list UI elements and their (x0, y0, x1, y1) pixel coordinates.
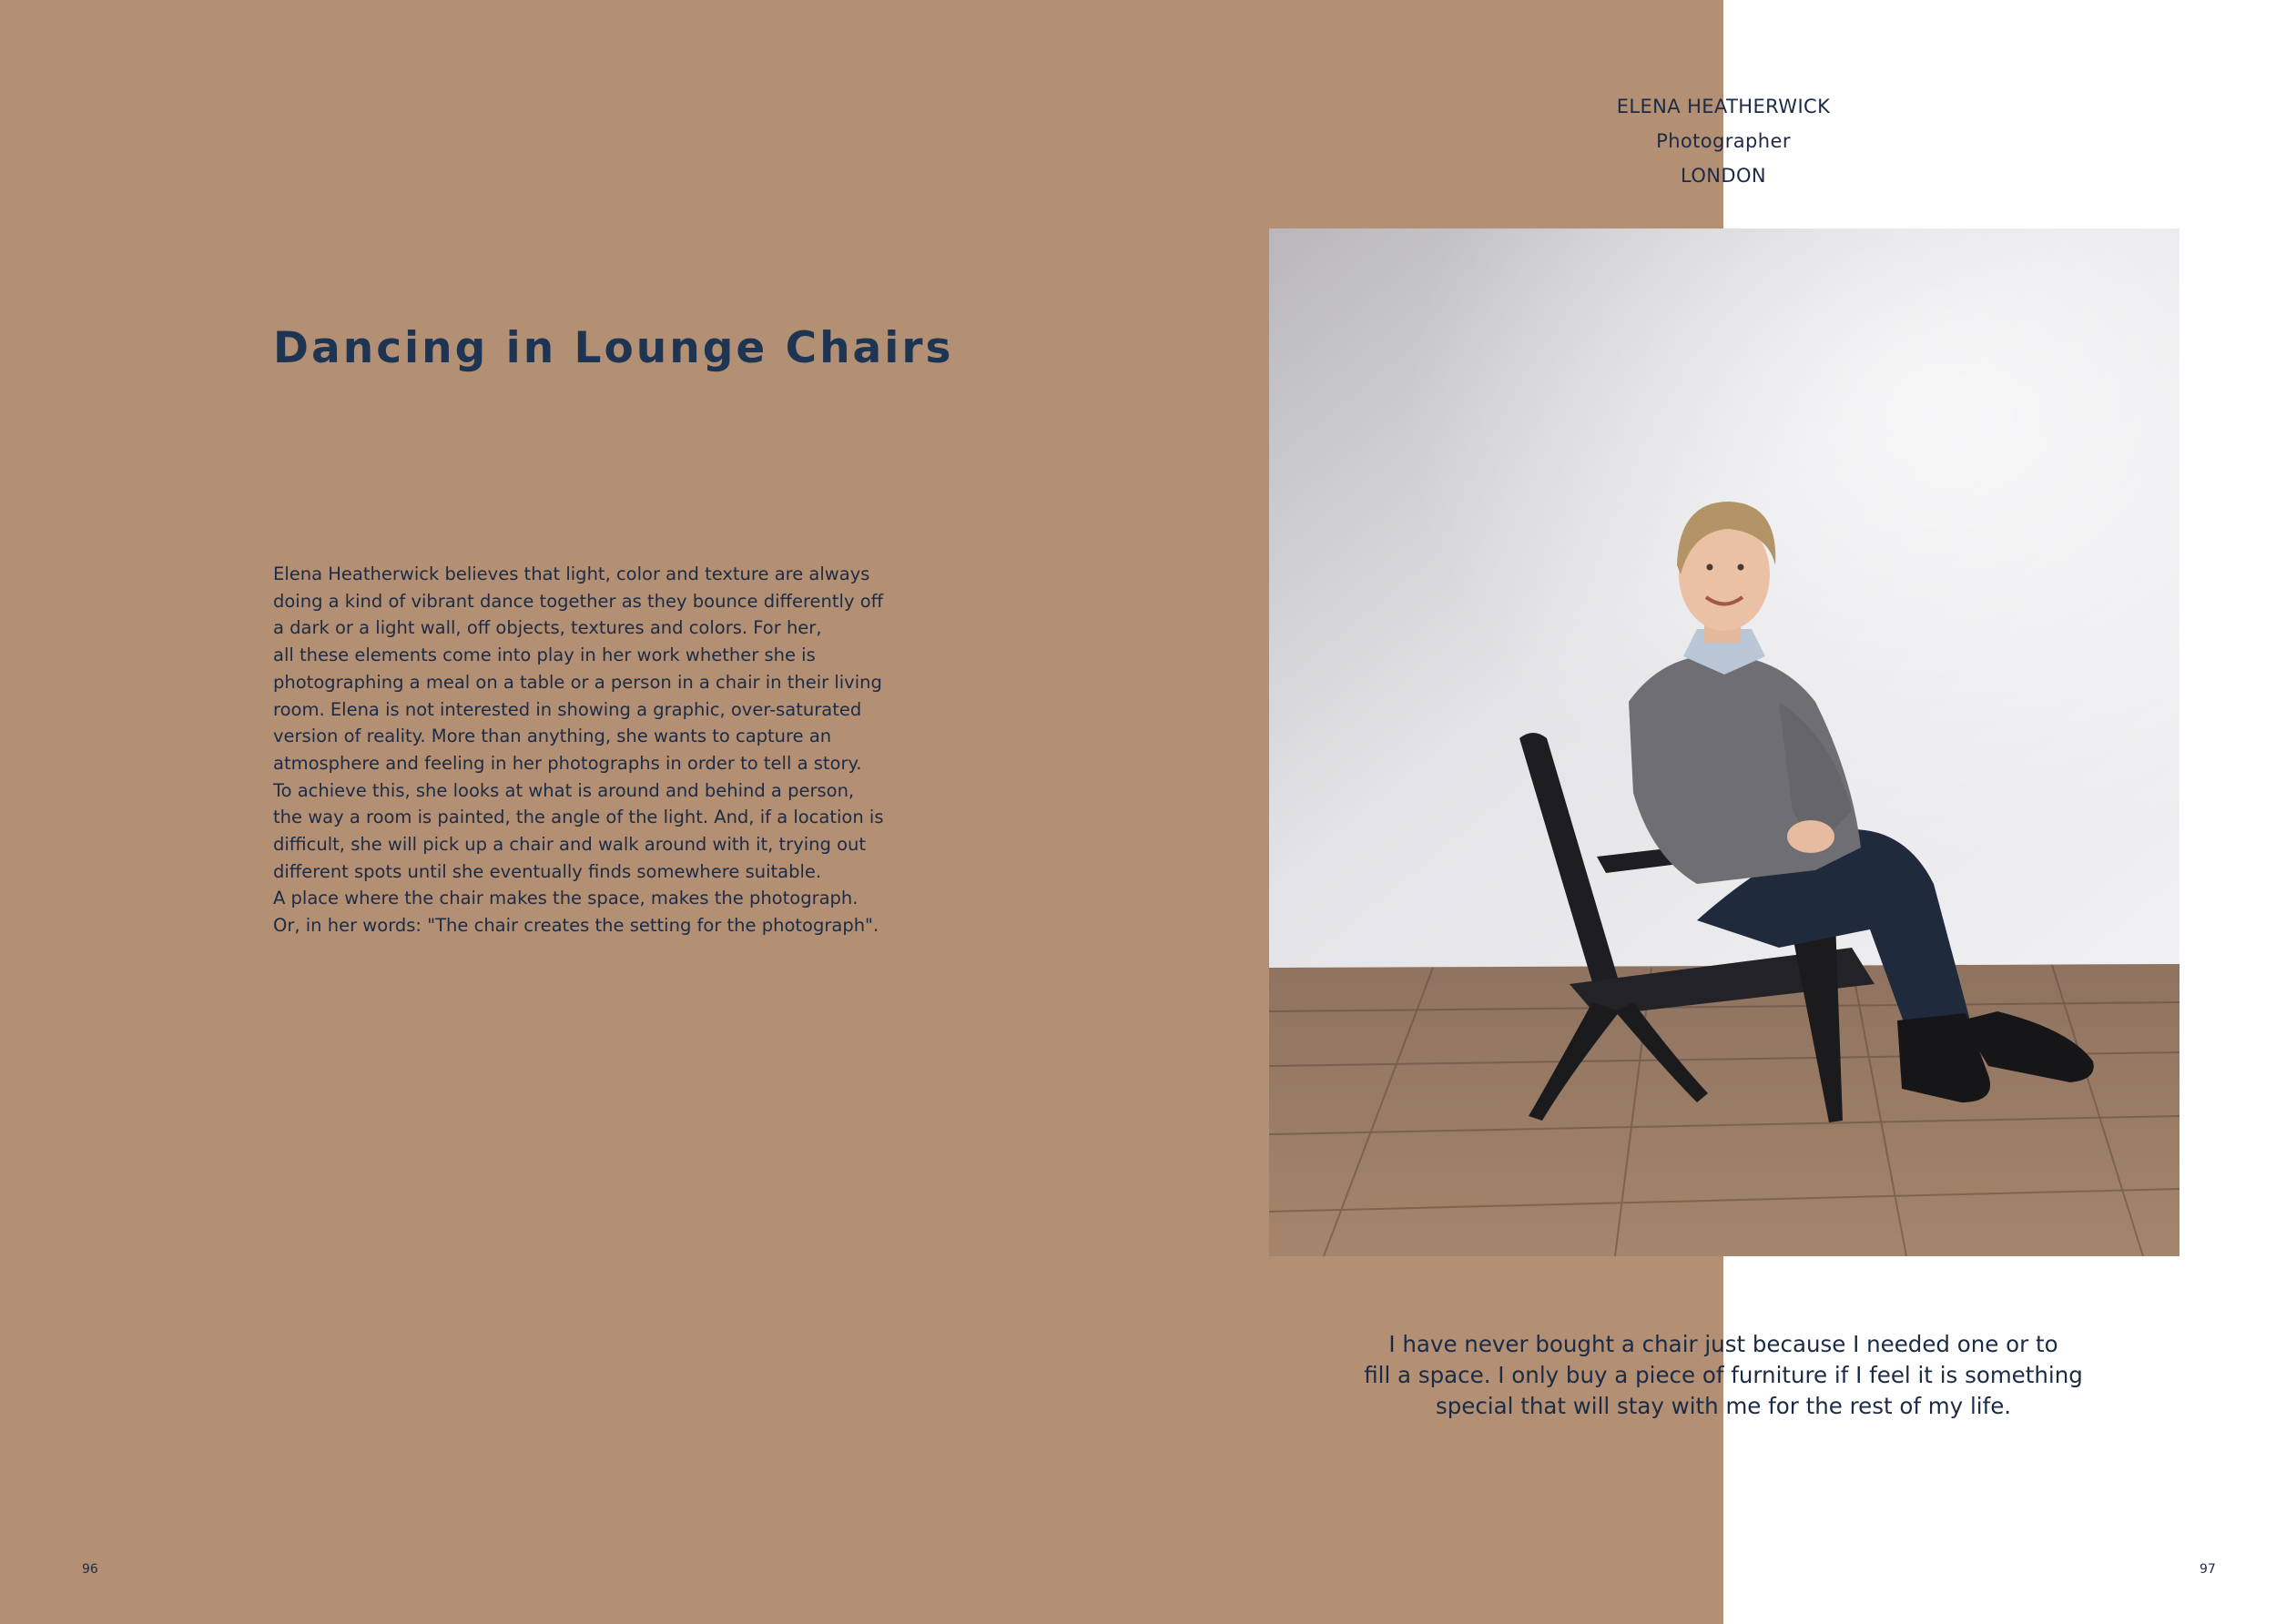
portrait-photo (1269, 228, 2179, 1256)
photographer-credit (1541, 89, 1905, 193)
article-title: Dancing in Lounge Chairs (273, 323, 954, 373)
article-body: Elena Heatherwick believes that light, color and texture are always doing a kind of vibrant dance together as they bounce differently off a dark or a light wall, off objects, textures and colors. For her, all these elements come into play in her work whether she is photographing a meal on a table or a person in a chair in their living room. Elena is not interested in showing a graphic, over-saturated version of reality. More than anything, she wants to capture an atmosphere and feeling in her photographs in order to tell a story. To achieve this, she looks at what is around and behind a person, the way a room is painted, the angle of the light. And, if a location is difficult, she will pick up a chair and walk around with it, trying out different spots until she eventually finds somewhere suitable. A place where the chair makes the space, makes the photograph. Or, in her words: "The chair creates the setting for the photograph". (273, 563, 884, 937)
page-number-right: 97 (2200, 1562, 2216, 1577)
page-number-left: 96 (82, 1562, 98, 1577)
pull-quote: I have never bought a chair just because I needed one or to fill a space. I only buy a piece of furniture if I feel it is something special that will stay with me for the rest of my life. (1364, 1331, 2083, 1419)
credit-name: ELENA HEATHERWICK (1616, 96, 1831, 117)
credit-role: Photographer (1656, 130, 1791, 152)
credit-city: LONDON (1681, 165, 1766, 187)
